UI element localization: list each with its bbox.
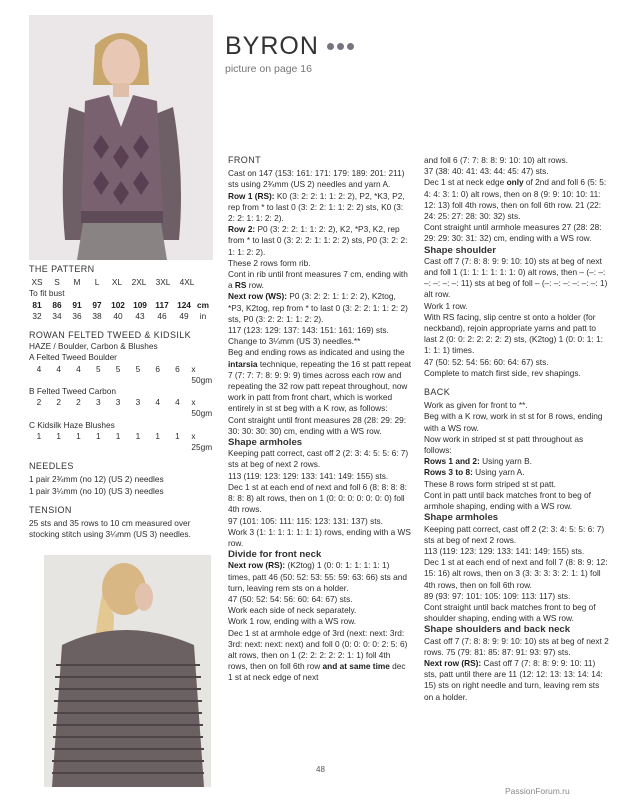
size-item: S [54, 277, 60, 288]
size-item: 4XL [179, 277, 195, 288]
armhole-dec: Dec 1 st at each end of next and foll 6 (8: 8: 8: 8: 8: 8: 8) alt rows, then on 1 (0: 0: 0: 0: 0: 0: 0) foll 4th rows. [228, 481, 407, 515]
cont-straight: Cont straight until front measures 28 (28: 29: 29: 30: 30: 30: 30) cm, ending with a WS row. [228, 414, 407, 436]
page-number: 48 [316, 765, 325, 774]
size-item: XL [111, 277, 123, 288]
size-item: XS [31, 277, 43, 288]
back-armholes-heading: Shape armholes [424, 512, 499, 524]
yarn-c-qty: 1 [115, 430, 121, 441]
needles-heading: NEEDLES [29, 461, 74, 472]
shape-armholes-heading: Shape armholes [228, 437, 303, 449]
row-1-text: K0 (3: 2: 2: 1: 1: 2: 2), P2, *K3, P2, rep from * to last 0 (3: 2: 2: 1: 1: 2: 2) sts, K0 (3: 2: 2: 1: 1: 2: 2). [228, 190, 405, 224]
bust-cm-unit: cm [197, 299, 209, 310]
size-item: 3XL [155, 277, 171, 288]
yarn-c-label: C Kidsilk Haze Blushes [29, 419, 115, 430]
pattern-heading: THE PATTERN [29, 264, 95, 274]
bust-cm-value: 81 [32, 299, 42, 310]
needles-line-1: 1 pair 2¾mm (no 12) (US 2) needles [29, 474, 164, 485]
yarn-c-qty: 1 [135, 430, 141, 441]
bust-in-value: 38 [92, 310, 102, 321]
yarn-c-qty: 1 [56, 430, 61, 441]
divide-next-row: Next row (RS): (K2tog) 1 (0: 0: 1: 1: 1: 1: 1) times, patt 46 (50: 52: 53: 55: 59: 63: 66) sts and turn, leaving rem sts on a holder. [228, 560, 407, 593]
back-cont: Cont in patt until back matches front to beg of armhole shaping, ending with a WS row. [424, 489, 591, 512]
bust-cm-value: 97 [92, 299, 102, 310]
shape-shoulder-heading: Shape shoulder [424, 244, 496, 256]
yarn-a-unit: x 50gm [191, 363, 213, 385]
pattern-title [225, 32, 354, 61]
rib-measure: Cont in rib until front measures 7 cm, ending with a RS row. [228, 269, 408, 291]
bust-cm-value: 91 [72, 299, 82, 310]
needles-line-2: 1 pair 3¼mm (no 10) (US 3) needles [29, 485, 164, 496]
size-item: 2XL [131, 277, 147, 288]
model-photo-top [29, 15, 213, 260]
yarn-c-qty: 1 [155, 430, 160, 441]
rs-facing: With RS facing, slip centre st onto a holder (for neckband), rejoin appropriate yarns and patt to last 2 (0: 0: 2: 2: 2: 2: 2) sts, (K2tog) 1 (0: 0: 1: 1: 1: 1: 1) times. [424, 311, 603, 356]
fit-bust-label: To fit bust [29, 288, 65, 299]
yarn-a-qty: 5 [95, 363, 101, 374]
row-2-label: Row 2: [228, 224, 256, 235]
model-photo-bottom [44, 555, 211, 787]
front-heading: FRONT [228, 155, 261, 165]
yarn-b-qty: 3 [135, 397, 141, 408]
size-list [27, 277, 217, 288]
striped-back-illustration [44, 555, 211, 787]
striped-note: These 8 rows form striped st st patt. [424, 478, 556, 489]
yarn-c-qty: 1 [76, 430, 81, 441]
bust-cm-value: 117 [155, 299, 169, 310]
title-dots [327, 43, 354, 50]
bust-in-value: 36 [72, 310, 82, 321]
row-1-instruction [228, 191, 412, 225]
neck-work-row: Work 1 row, ending with a WS row. [228, 616, 357, 627]
neck-edge-dec: Dec 1 st at neck edge only of 2nd and foll 6 (5: 5: 4: 4: 3: 1: 0) alt rows, then on 8 (9: 9: 10: 10: 11: 12: 13) foll 4th rows, then on foll 6th row. 21 (22: 24: 25: 27: 28: 30: 32) sts. [424, 177, 607, 222]
right-column [424, 155, 610, 703]
work-one-row: Work 1 row. [424, 300, 468, 311]
argyle-vest-illustration [29, 15, 213, 260]
shoulders-cast-off: Cast off 7 (7: 8: 8: 9: 9: 10: 10) sts at beg of next 2 rows. 75 (79: 81: 85: 87: 91: 93: 97) sts. [424, 635, 609, 657]
neck-separately: Work each side of neck separately. [228, 605, 357, 616]
yarn-b-qty: 2 [36, 397, 42, 408]
back-armhole-dec: Dec 1 st at each end of next and foll 7 (8: 8: 9: 12: 15: 16) alt rows, then on 3 (3: 3: 3: 3: 2: 1: 1) foll 4th rows, then on foll 6th row. [424, 557, 608, 590]
shoulder-cast-off: Cast off 7 (7: 8: 8: 9: 9: 10: 10) sts at beg of next and foll 1 (1: 1: 1: 1: 1: 1: 0) alt rows, then – (–: –: –: –: –: –: 11) sts at beg of foll – (–: –: –: –: –: –: 1) alt row. [424, 255, 608, 300]
back-cont-straight: Cont straight until back matches front to beg of shoulder shaping, ending with a WS row. [424, 601, 596, 624]
next-row-label: Next row (WS): [228, 291, 287, 302]
back-striped: Now work in striped st st patt throughout as follows: [424, 433, 584, 456]
bust-in-unit: in [199, 310, 207, 321]
row-2-text: P0 (3: 2: 2: 1: 1: 2: 2), K2, *P3, K2, rep from * to last 0 (3: 2: 2: 1: 1: 2: 2) sts, P0 (3: 2: 2: 1: 1: 2: 2). [228, 224, 408, 257]
armhole-measure: Cont straight until armhole measures 27 (28: 28: 29: 29: 30: 31: 32) cm, ending with a WS row. [424, 222, 602, 244]
yarn-a-qty: 4 [36, 363, 42, 374]
yarn-a-qty: 6 [175, 363, 180, 374]
stitch-count: 117 (123: 129: 137: 143: 151: 161: 169) sts. [228, 325, 389, 336]
bust-cm-row [27, 300, 217, 311]
back-armhole-cast-off: Keeping patt correct, cast off 2 (2: 3: 4: 5: 5: 6: 7) sts at beg of next 2 rows. [424, 523, 605, 545]
neck-dec: Dec 1 st at armhole edge of 3rd (next: next: 3rd: 3rd: next: next: next) and foll 0 (0: 0: 0: 0: 2: 5: 6) alt rows, then on 1 (2: 2: 2: 2: 2: 1: 1) foll 4th rows, then on foll 6th row and at same time dec 1 st at neck edge of next [228, 627, 408, 683]
yarn-b-qty: 3 [95, 397, 101, 408]
bust-in-row [27, 311, 217, 322]
back-armhole-count-2: 89 (93: 97: 101: 105: 109: 113: 117) sts. [424, 590, 571, 601]
row-1-label: Row 1 (RS): [228, 190, 275, 201]
yarn-c-qty: 1 [36, 430, 42, 441]
yarn-a-qty: 5 [135, 363, 141, 374]
armhole-work: Work 3 (1: 1: 1: 1: 1: 1: 1) rows, ending with a WS row. [228, 526, 411, 548]
change-needles: Change to 3¼mm (US 3) needles.** [228, 336, 361, 347]
bust-in-value: 34 [52, 310, 62, 321]
bust-in-value: 40 [113, 310, 123, 321]
tension-text: 25 sts and 35 rows to 10 cm measured over stocking stitch using 3¼mm (US 3) needles. [29, 518, 191, 540]
picture-reference: picture on page 16 [225, 63, 312, 75]
bust-in-value: 32 [32, 310, 42, 321]
yarn-b-qty: 2 [56, 397, 61, 408]
size-item: M [73, 277, 81, 288]
neck-count: 37 (38: 40: 41: 43: 44: 45: 47) sts. [424, 166, 549, 177]
bust-cm-value: 102 [111, 299, 125, 310]
back-st-st: Beg with a K row, work in st st for 8 rows, ending with a WS row. [424, 411, 603, 433]
divide-neck-heading: Divide for front neck [228, 549, 322, 561]
armhole-count: 113 (119: 123: 129: 133: 141: 149: 155) sts. [228, 470, 389, 481]
bust-in-value: 49 [179, 310, 189, 321]
rows-1-2: Rows 1 and 2: Using yarn B. [424, 456, 532, 467]
yarn-b-qty: 3 [115, 397, 121, 408]
neck-count: 47 (50: 52: 54: 56: 60: 64: 67) sts. [228, 593, 353, 604]
yarn-a-qty: 4 [76, 363, 81, 374]
side-count: 47 (50: 52: 54: 56: 60: 64: 67) sts. [424, 356, 549, 367]
yarn-b-label: B Felted Tweed Carbon [29, 386, 117, 397]
yarn-c-qty: 1 [95, 430, 101, 441]
back-next-row: Next row (RS): Cast off 7 (7: 8: 8: 9: 9: 10: 11) sts, patt until there are 11 (12: 12: 13: 13: 14: 14: 15) sts on right needle and turn, leaving rem sts on a holder. [424, 657, 603, 702]
yarn-b-qty: 4 [155, 397, 160, 408]
yarn-heading: ROWAN FELTED TWEED & KIDSILK [29, 330, 192, 341]
yarn-a-label: A Felted Tweed Boulder [29, 352, 117, 363]
yarn-a-qty: 6 [155, 363, 160, 374]
complete-side: Complete to match first side, rev shapings. [424, 367, 581, 378]
yarn-a-row [29, 364, 217, 386]
bust-cm-value: 86 [52, 299, 62, 310]
yarn-a-qty: 4 [56, 363, 61, 374]
tension-heading: TENSION [29, 504, 72, 515]
watermark: PassionForum.ru [505, 786, 570, 796]
bust-cm-value: 124 [177, 299, 191, 310]
bust-cm-value: 109 [133, 299, 147, 310]
back-as-front: Work as given for front to **. [424, 400, 528, 411]
yarn-c-row [29, 431, 217, 453]
intarsia-text: Beg and ending rows as indicated and using the intarsia technique, repeating the 16 st patt repeat 7 (7: 7: 7: 8: 9: 9: 9) times across each row and repeating the 32 row patt repeat throughout, now work in patt from front chart, which is worked entirely in st st beg with a K row, as follows: [228, 347, 412, 414]
size-item: L [94, 277, 100, 288]
left-column [29, 264, 217, 540]
neck-cont: and foll 6 (7: 7: 8: 8: 9: 10: 10) alt rows. [424, 155, 568, 165]
yarn-a-qty: 5 [115, 363, 121, 374]
back-armhole-count: 113 (119: 123: 129: 133: 141: 149: 155) sts. [424, 545, 585, 556]
bust-in-value: 46 [157, 310, 167, 321]
yarn-b-row [29, 397, 217, 419]
shoulders-back-neck-heading: Shape shoulders and back neck [424, 624, 571, 636]
pattern-title-text: BYRON [225, 32, 319, 60]
cast-on-text: Cast on 147 (153: 161: 171: 179: 189: 201: 211) sts using 2¾mm (US 2) needles and yarn A. [228, 168, 405, 190]
yarn-c-qty: 1 [175, 430, 180, 441]
row-2-instruction [228, 224, 412, 258]
yarn-c-unit: x 25gm [191, 430, 213, 453]
armhole-count-2: 97 (101: 105: 111: 115: 123: 131: 137) sts. [228, 515, 383, 526]
middle-column [228, 155, 412, 684]
bust-in-value: 43 [135, 310, 145, 321]
yarn-b-qty: 2 [76, 397, 81, 408]
rows-3-8: Rows 3 to 8: Using yarn A. [424, 467, 525, 478]
next-row-ws: Next row (WS): P0 (3: 2: 2: 1: 1: 2: 2), K2tog, *P3, K2tog, rep from * to last 0 (3: 2: 2: 1: 1: 2: 2) sts, P0 (3: 2: 2: 1: 1: 2: 2). [228, 291, 408, 324]
armhole-cast-off: Keeping patt correct, cast off 2 (2: 3: 4: 5: 5: 6: 7) sts at beg of next 2 rows. [228, 448, 409, 470]
rib-note: These 2 rows form rib. [228, 257, 311, 268]
yarn-b-qty: 4 [175, 397, 180, 408]
yarn-b-unit: x 50gm [191, 397, 213, 419]
back-heading: BACK [424, 387, 451, 398]
title-block [225, 32, 354, 75]
yarn-colours: HAZE / Boulder, Carbon & Blushes [29, 341, 158, 352]
